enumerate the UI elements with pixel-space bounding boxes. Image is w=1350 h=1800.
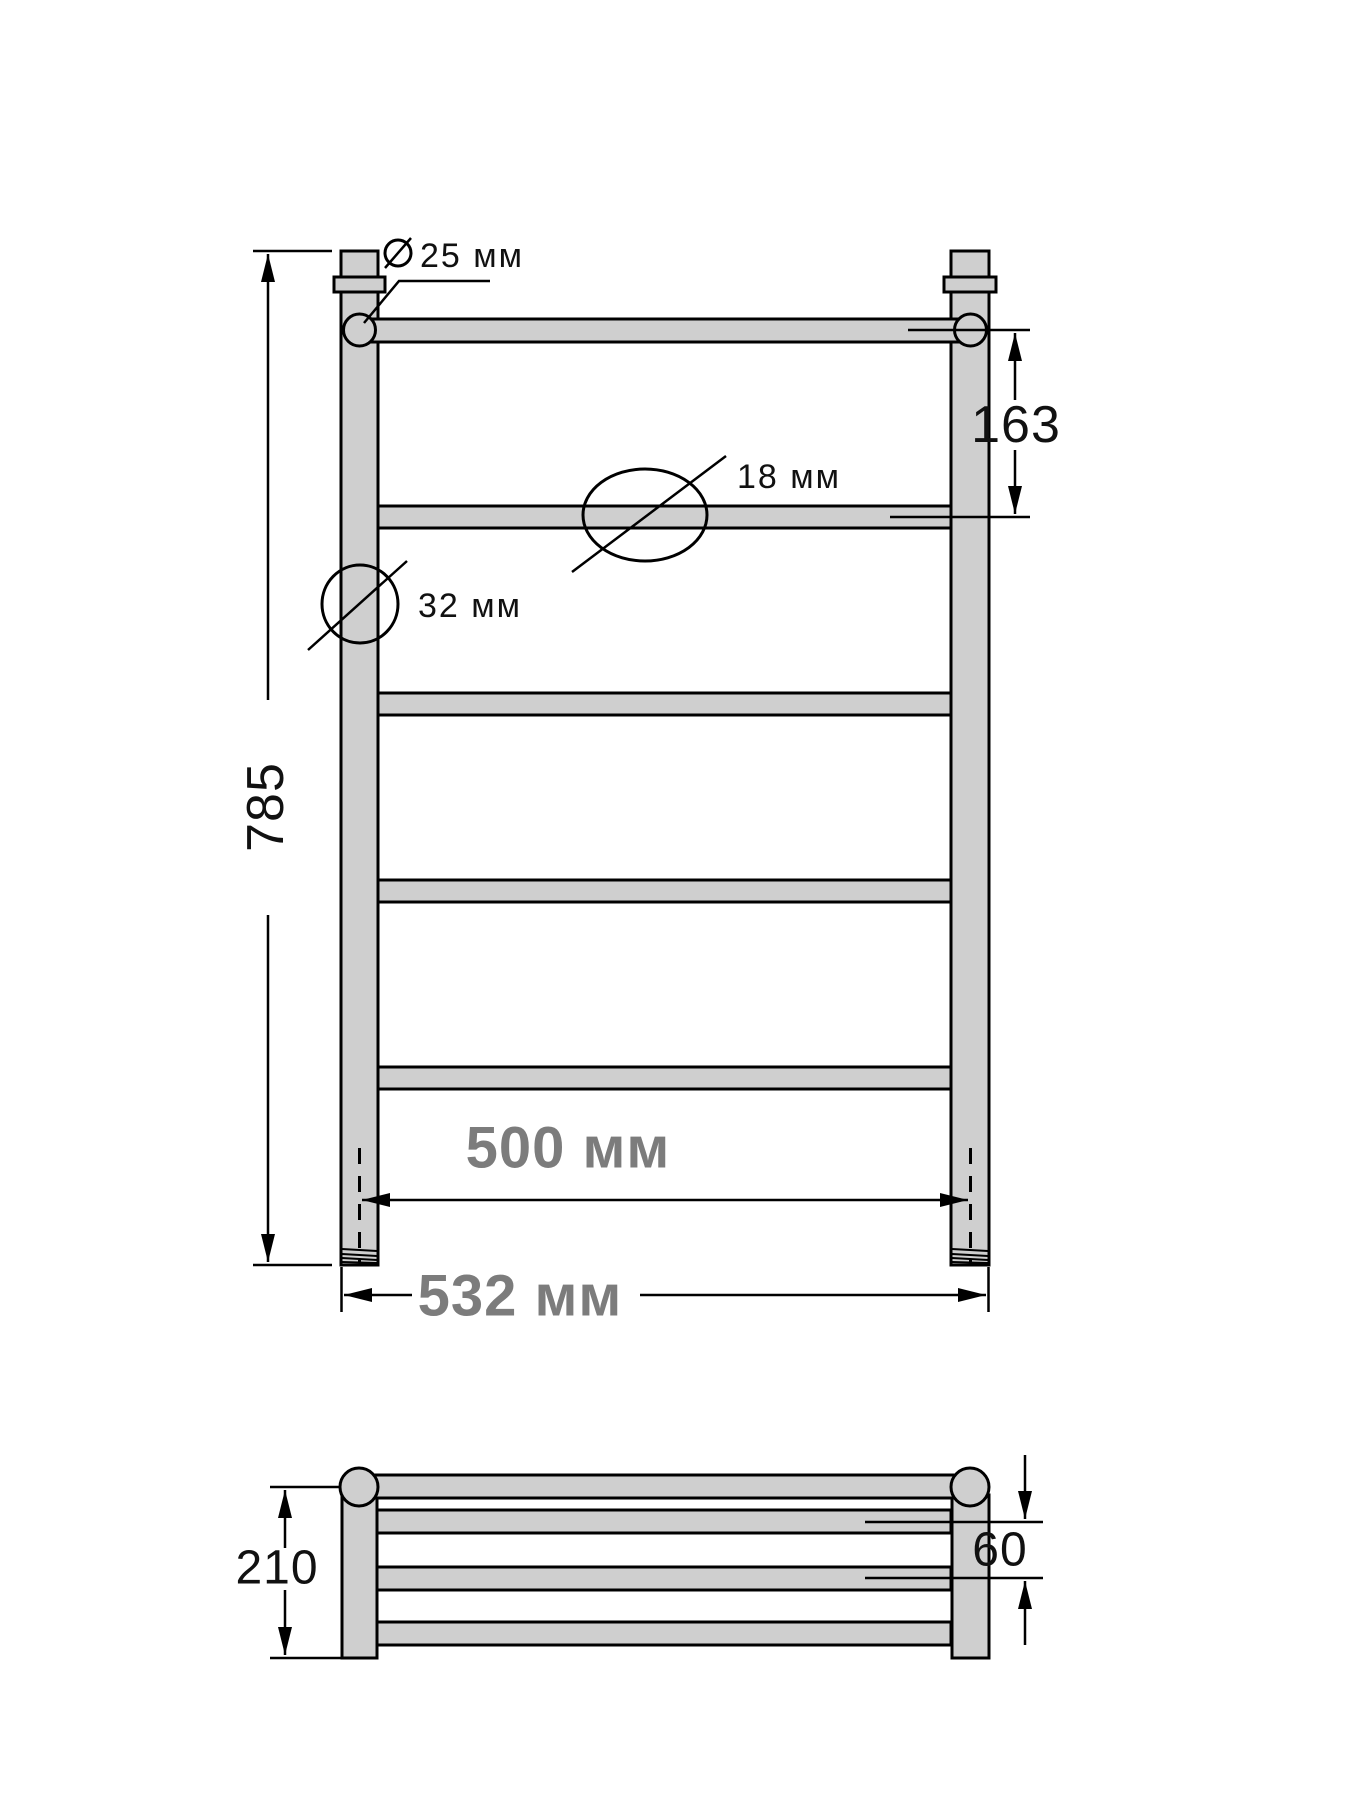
rung-5 [378,1067,951,1089]
side-bar-2 [377,1510,951,1533]
side-left-joint [340,1468,378,1506]
post-diameter-label: 32 мм [418,587,523,625]
left-collar [334,277,385,292]
dimension-height-785 [237,251,332,1265]
left-post [341,251,378,1265]
side-view [235,1455,1043,1658]
rung-diameter-label: 18 мм [737,458,842,496]
top-bar [359,319,971,342]
side-bar-4 [377,1622,951,1645]
depth-dimension-label: 210 [235,1541,319,1595]
side-right-joint [951,1468,989,1506]
offset-dimension-label: 60 [972,1523,1028,1577]
right-collar [944,277,996,292]
callout-top-bar-diameter [364,237,524,323]
height-dimension-label: 785 [237,762,295,852]
side-bar-3 [377,1567,951,1590]
dimension-inner-width-500 [362,1116,968,1201]
side-left-post [342,1495,377,1658]
spacing-dimension-label: 163 [971,396,1061,454]
top-bar-diameter-label: 25 мм [420,237,525,275]
side-top-bar [359,1475,970,1498]
top-bar-left-joint [344,314,376,346]
rung-2 [378,506,951,528]
dimension-outer-width-532 [342,1264,989,1329]
outer-width-dimension-label: 532 мм [417,1263,623,1329]
side-right-post [952,1495,989,1658]
inner-width-dimension-label: 500 мм [465,1115,671,1181]
rung-3 [378,693,951,715]
rung-4 [378,880,951,902]
front-view [237,237,1061,1329]
